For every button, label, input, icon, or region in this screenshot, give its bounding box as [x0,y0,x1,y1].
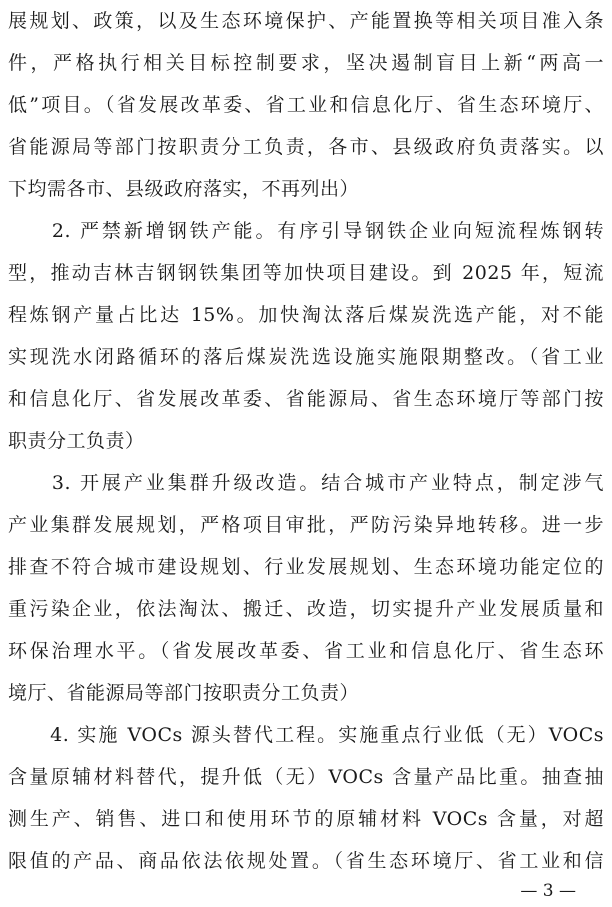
text-line: 展规划、政策，以及生态环境保护、产能置换等相关项目准入条 [8,10,604,32]
text-line: 排查不符合城市建设规划、行业发展规划、生态环境功能定位的 [8,556,604,578]
text-line: 2. 严禁新增钢铁产能。有序引导钢铁企业向短流程炼钢转 [8,220,604,242]
text-line: 含量原辅材料替代，提升低（无）VOCs 含量产品比重。抽查抽 [8,766,604,788]
text-line: 3. 开展产业集群升级改造。结合城市产业特点，制定涉气 [8,472,604,494]
text-line: 实现洗水闭路循环的落后煤炭洗选设施实施限期整改。（省工业 [8,346,604,368]
text-line: 环保治理水平。（省发展改革委、省工业和信息化厅、省生态环 [8,640,604,662]
text-line: 低”项目。（省发展改革委、省工业和信息化厅、省生态环境厅、 [8,94,604,116]
text-line: 4. 实施 VOCs 源头替代工程。实施重点行业低（无）VOCs [8,724,604,746]
text-line: 限值的产品、商品依法依规处置。（省生态环境厅、省工业和信 [8,850,604,872]
text-line: 测生产、销售、进口和使用环节的原辅材料 VOCs 含量，对超 [8,808,604,830]
text-line: 件，严格执行相关目标控制要求，坚决遏制盲目上新“两高一 [8,52,604,74]
text-line: 型，推动吉林吉钢钢铁集团等加快项目建设。到 2025 年，短流 [8,262,604,284]
text-line: 职责分工负责） [8,430,145,452]
text-line: 程炼钢产量占比达 15%。加快淘汰落后煤炭洗选产能，对不能 [8,304,604,326]
text-line: 和信息化厅、省发展改革委、省能源局、省生态环境厅等部门按 [8,388,604,410]
text-line: 产业集群发展规划，严格项目审批，严防污染异地转移。进一步 [8,514,604,536]
text-line: 省能源局等部门按职责分工负责，各市、县级政府负责落实。以 [8,136,604,158]
text-line: 重污染企业，依法淘汰、搬迁、改造，切实提升产业发展质量和 [8,598,604,620]
text-line: 下均需各市、县级政府落实，不再列出） [8,178,360,200]
page-number: — 3 — [520,881,576,901]
text-line: 境厅、省能源局等部门按职责分工负责） [8,682,360,704]
